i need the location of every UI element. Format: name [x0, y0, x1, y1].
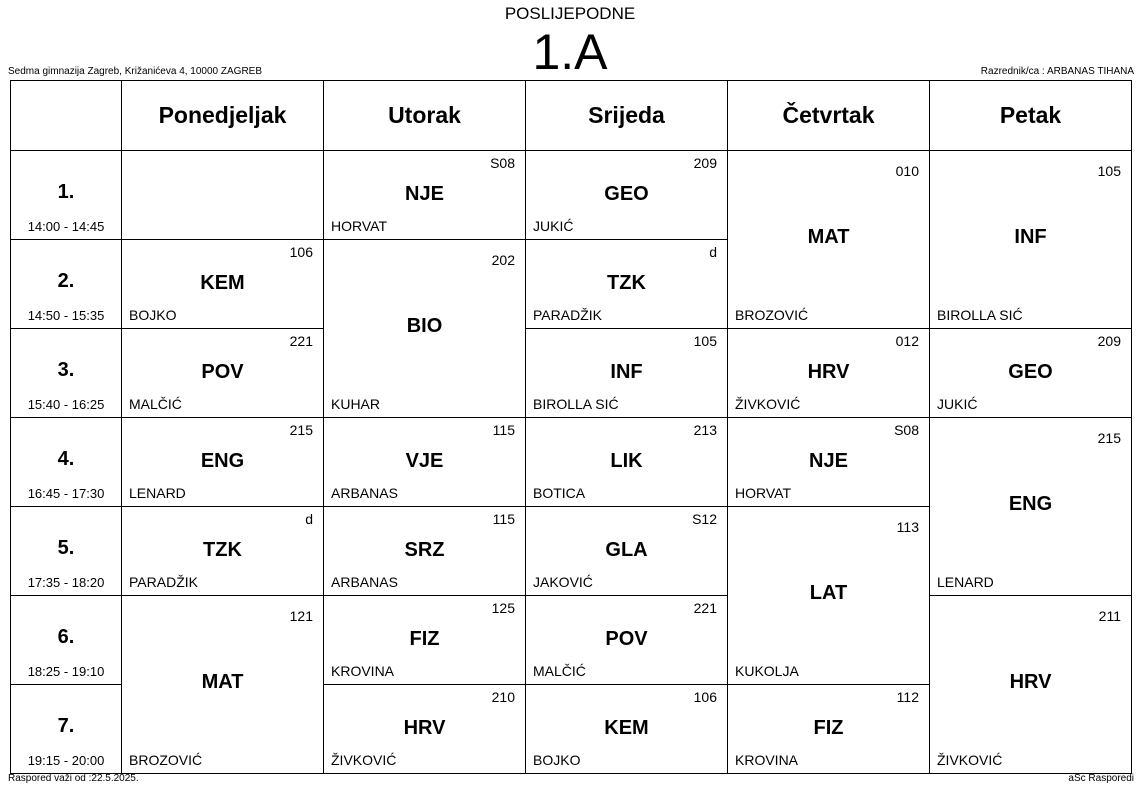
subject-label: HRV	[403, 717, 446, 739]
room-label: S08	[894, 422, 919, 438]
room-label: 106	[693, 689, 717, 705]
subject-label: TZK	[607, 272, 646, 294]
lesson-cell	[728, 151, 930, 329]
subject-label: POV	[201, 361, 244, 383]
teacher-label: KROVINA	[735, 752, 799, 768]
teacher-label: KUKOLJA	[735, 663, 799, 679]
lesson-cell-empty	[122, 151, 324, 240]
period-cell-4	[11, 418, 122, 507]
subject-label: KEM	[200, 272, 245, 294]
room-label: 121	[289, 608, 313, 624]
lesson-cell	[930, 596, 1132, 774]
room-label: 215	[289, 422, 313, 438]
lesson-cell	[526, 329, 728, 418]
room-label: 115	[492, 511, 515, 527]
teacher-label: BROZOVIĆ	[129, 752, 203, 768]
school-address: Sedma gimnazija Zagreb, Križanićeva 4, 10000 ZAGREB	[8, 66, 263, 77]
room-label: 112	[896, 689, 919, 705]
period-time: 17:35 - 18:20	[27, 575, 105, 590]
teacher-label: LENARD	[937, 574, 994, 590]
lesson-cell	[122, 507, 324, 596]
period-row-4	[11, 418, 1132, 507]
room-label: S12	[692, 511, 717, 527]
timetable-subtitle: POSLIJEPODNE	[504, 4, 636, 23]
teacher-label: HORVAT	[735, 485, 792, 501]
header-row	[11, 81, 1132, 151]
room-label: 012	[895, 333, 919, 349]
subject-label: NJE	[405, 183, 444, 205]
room-label: 105	[1097, 163, 1121, 179]
subject-label: GEO	[604, 183, 649, 205]
subject-label: FIZ	[813, 717, 844, 739]
subject-label: MAT	[807, 226, 850, 248]
teacher-label: MALČIĆ	[129, 396, 182, 412]
teacher-label: HORVAT	[331, 218, 388, 234]
generator-credit: aSc Rasporedi	[1068, 773, 1134, 784]
subject-label: VJE	[405, 450, 444, 472]
room-label: 115	[492, 422, 515, 438]
teacher-label: BIROLLA SIĆ	[937, 307, 1023, 323]
lesson-cell	[324, 507, 526, 596]
period-number: 6.	[57, 626, 75, 648]
lesson-cell	[526, 240, 728, 329]
lesson-cell	[526, 596, 728, 685]
subject-label: LIK	[610, 450, 643, 472]
subject-label: KEM	[604, 717, 649, 739]
subject-label: INF	[1014, 226, 1047, 248]
lesson-cell	[324, 151, 526, 240]
lesson-cell	[728, 418, 930, 507]
room-label: 113	[896, 519, 919, 535]
corner-cell	[11, 81, 122, 151]
room-label: 211	[1098, 608, 1121, 624]
teacher-label: JUKIĆ	[533, 218, 574, 234]
room-label: 010	[895, 163, 919, 179]
teacher-label: ŽIVKOVIĆ	[331, 752, 397, 768]
teacher-label: ŽIVKOVIĆ	[937, 752, 1003, 768]
lesson-cell	[324, 596, 526, 685]
day-header-wednesday: Srijeda	[526, 81, 728, 151]
subject-label: MAT	[201, 671, 244, 693]
room-label: 210	[491, 689, 515, 705]
teacher-label: PARADŽIK	[533, 307, 602, 323]
room-label: 215	[1097, 430, 1121, 446]
subject-label: POV	[605, 628, 648, 650]
period-time: 14:00 - 14:45	[27, 219, 105, 234]
period-cell-7	[11, 685, 122, 774]
period-number: 5.	[57, 537, 75, 559]
teacher-label: ARBANAS	[331, 574, 398, 590]
room-label: 221	[693, 600, 717, 616]
room-label: 209	[1097, 333, 1121, 349]
teacher-label: BIROLLA SIĆ	[533, 396, 619, 412]
subject-label: BIO	[406, 315, 443, 337]
period-number: 2.	[57, 270, 75, 292]
lesson-cell	[930, 329, 1132, 418]
lesson-cell	[930, 418, 1132, 596]
period-number: 4.	[57, 448, 75, 470]
period-row-6	[11, 596, 1132, 685]
room-label: 105	[693, 333, 717, 349]
period-cell-3	[11, 329, 122, 418]
teacher-label: ARBANAS	[331, 485, 398, 501]
lesson-cell	[122, 329, 324, 418]
period-number: 7.	[57, 715, 75, 737]
room-label: 202	[491, 252, 515, 268]
room-label: S08	[490, 155, 515, 171]
period-number: 1.	[57, 181, 75, 203]
lesson-cell	[728, 507, 930, 685]
lesson-cell	[324, 240, 526, 418]
subject-label: NJE	[809, 450, 848, 472]
period-time: 16:45 - 17:30	[27, 486, 105, 501]
period-cell-5	[11, 507, 122, 596]
period-number: 3.	[57, 359, 75, 381]
day-header-thursday: Četvrtak	[728, 81, 930, 151]
period-cell-2	[11, 240, 122, 329]
teacher-label: JAKOVIĆ	[533, 574, 593, 590]
room-label: d	[709, 244, 717, 260]
period-time: 15:40 - 16:25	[27, 397, 105, 412]
room-label: 213	[693, 422, 717, 438]
subject-label: FIZ	[409, 628, 440, 650]
lesson-cell	[324, 418, 526, 507]
teacher-label: BOTICA	[533, 485, 586, 501]
lesson-cell	[122, 418, 324, 507]
lesson-cell	[526, 507, 728, 596]
class-title: 1.A	[532, 24, 608, 80]
subject-label: HRV	[807, 361, 850, 383]
teacher-label: JUKIĆ	[937, 396, 978, 412]
lesson-cell	[526, 151, 728, 240]
teacher-label: BROZOVIĆ	[735, 307, 809, 323]
room-label: 221	[289, 333, 313, 349]
subject-label: GLA	[605, 539, 648, 561]
subject-label: ENG	[200, 450, 245, 472]
lesson-cell	[728, 329, 930, 418]
lesson-cell	[526, 418, 728, 507]
subject-label: HRV	[1009, 671, 1052, 693]
teacher-label: LENARD	[129, 485, 186, 501]
teacher-label: PARADŽIK	[129, 574, 198, 590]
teacher-label: BOJKO	[129, 307, 177, 323]
teacher-label: ŽIVKOVIĆ	[735, 396, 801, 412]
subject-label: LAT	[809, 582, 848, 604]
subject-label: ENG	[1008, 493, 1053, 515]
lesson-cell	[122, 240, 324, 329]
period-time: 14:50 - 15:35	[27, 308, 105, 323]
period-cell-6	[11, 596, 122, 685]
room-label: 209	[693, 155, 717, 171]
valid-from-note: Raspored važi od :22.5.2025.	[8, 773, 139, 784]
lesson-cell	[122, 596, 324, 774]
homeroom-teacher: Razrednik/ca : ARBANAS TIHANA	[980, 66, 1134, 77]
subject-label: SRZ	[404, 539, 445, 561]
teacher-label: KUHAR	[331, 396, 381, 412]
period-row-3	[11, 329, 1132, 418]
teacher-label: KROVINA	[331, 663, 395, 679]
period-cell-1	[11, 151, 122, 240]
day-header-monday: Ponedjeljak	[122, 81, 324, 151]
subject-label: TZK	[203, 539, 242, 561]
teacher-label: MALČIĆ	[533, 663, 586, 679]
day-header-tuesday: Utorak	[324, 81, 526, 151]
lesson-cell	[930, 151, 1132, 329]
timetable-grid	[10, 80, 1132, 774]
teacher-label: BOJKO	[533, 752, 581, 768]
room-label: 106	[289, 244, 313, 260]
subject-label: GEO	[1008, 361, 1053, 383]
period-time: 18:25 - 19:10	[27, 664, 105, 679]
lesson-cell	[526, 685, 728, 774]
subject-label: INF	[610, 361, 643, 383]
lesson-cell	[324, 685, 526, 774]
room-label: d	[305, 511, 313, 527]
day-header-friday: Petak	[930, 81, 1132, 151]
period-row-1	[11, 151, 1132, 240]
lesson-cell	[728, 685, 930, 774]
room-label: 125	[491, 600, 515, 616]
period-time: 19:15 - 20:00	[27, 753, 105, 768]
